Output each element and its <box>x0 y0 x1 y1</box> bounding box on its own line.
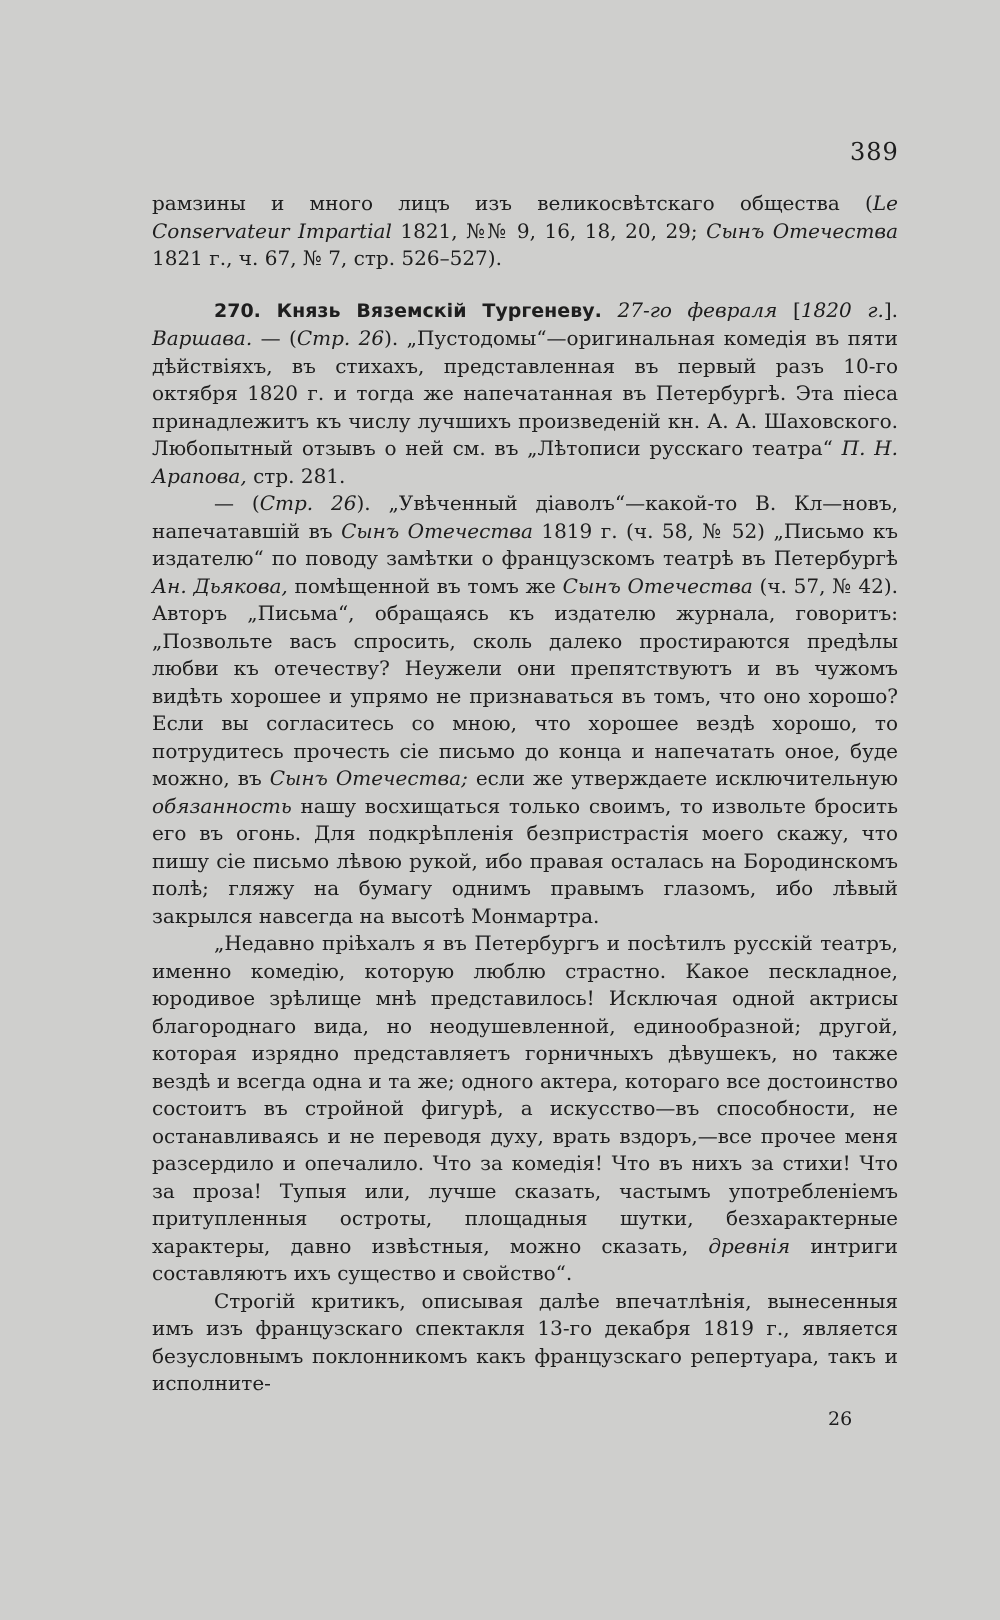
paragraph-4 <box>152 930 898 1288</box>
text-run: 1821, №№ 9, 16, 18, 20, 29; <box>391 218 707 243</box>
text-run: интриги составляютъ ихъ существо и свойство“. <box>152 1233 899 1285</box>
signature-mark: 26 <box>828 1408 853 1430</box>
text-run: ]. <box>883 297 899 322</box>
text-run: 1819 г. (ч. 58, № 52) „Письмо къ издателю“ по поводу замѣтки о французскомъ театрѣ въ Петербургѣ <box>152 518 898 570</box>
italic-word: древнія <box>708 1233 791 1258</box>
italic-title: Le Conservateur Impartial <box>152 191 898 243</box>
text-run: „Недавно пріѣхалъ я въ Петербургъ и посѣтилъ русскій театръ, именно комедію, которую люблю страстно. Какое пескладное, юродивое зрѣлище мнѣ представилось! Исключая одной актрисы благороднаго вида, но неодушевленной, единообразной; другой, которая изрядно представляетъ горничныхъ дѣвушекъ, но также вездѣ и всегда одна и та же; одного актера, котораго все достоинство состоитъ въ стройной фигурѣ, а искусство—въ способности, не останавливаясь и не переводя духу, врать вздоръ,—все прочее меня разсердило и опечалило. Что за комедія! Что въ нихъ за стихи! Что за проза! Тупыя или, лучше сказать, частымъ употребленіемъ притупленныя остроты, площадныя шутки, безхарактерные характеры, давно извѣстныя, можно сказать, <box>152 931 898 1258</box>
spacer <box>152 273 898 297</box>
letter-date: 27-го февраля <box>617 297 778 322</box>
letter-title: Князь Вяземскій Тургеневу. <box>276 299 602 322</box>
text-run: (ч. 57, № 42). Авторъ „Письма“, обращаясь къ издателю журнала, говоритъ: „Позвольте васъ спросить, сколь далеко простираются предѣлы любви къ отечеству? Неужели они препятствуютъ и въ чужомъ видѣть хорошее и упрямо не признаваться въ томъ, что оно хорошо? Если вы согласитесь со мною, что хорошее вездѣ хорошо, то потрудитесь прочесть сіе письмо до конца и напечатать оное, буде можно, въ <box>152 573 898 790</box>
letter-place: Варшава. <box>152 326 253 350</box>
text-run: — ( <box>260 326 297 350</box>
author-ref: Ан. Дьякова, <box>152 573 288 598</box>
main-text <box>152 190 898 1398</box>
italic-title: Сынъ Отечества <box>706 218 898 243</box>
page-number: 389 <box>850 138 899 166</box>
author-ref: П. Н. Арапова, <box>152 436 898 488</box>
text-run: ). „Пустодомы“—оригинальная комедія въ пяти дѣйствіяхъ, въ стихахъ, представленная въ первый разъ 10-го октября 1820 г. и тогда же напечатанная въ Петербургѣ. Эта піеса принадлежитъ къ числу лучшихъ произведеній кн. А. А. Шаховского. Любопытный отзывъ о ней см. въ „Лѣтописи русскаго театра“ <box>152 326 899 460</box>
paragraph-2 <box>152 326 898 488</box>
text-run: [ <box>777 297 801 322</box>
text-run: рамзины и много лицъ изъ великосвѣтскаго общества ( <box>152 191 873 215</box>
text-run: если же утверждаете исключительную <box>467 766 898 790</box>
paragraph-5 <box>152 1288 898 1398</box>
text-run: Строгій критикъ, описывая далѣе впечатлѣнія, вынесенныя имъ изъ французскаго спектакля 13-го декабря 1819 г., является безусловнымъ поклонникомъ какъ французскаго репертуара, такъ и исполните- <box>152 1288 898 1395</box>
text-run: — ( <box>214 491 260 515</box>
italic-title: Сынъ Отечества <box>341 518 533 543</box>
letter-number: 270. <box>214 299 261 322</box>
letter-year: 1820 г. <box>800 297 884 322</box>
page-ref: Стр. 26 <box>259 491 357 515</box>
text-run: помѣщенной въ томъ же <box>287 573 563 598</box>
page-ref: Стр. 26 <box>296 326 385 350</box>
italic-title: Сынъ Отечества; <box>269 766 468 790</box>
paragraph-1 <box>152 190 898 273</box>
text-run: стр. 281. <box>246 463 346 488</box>
text-run: 1821 г., ч. 67, № 7, стр. 526–527). <box>152 246 502 270</box>
paragraph-3 <box>152 490 898 930</box>
italic-title: Сынъ Отечества <box>562 573 753 598</box>
text-run: нашу восхищаться только своимъ, то извольте бросить его въ огонь. Для подкрѣпленія безпристрастія моего скажу, что пишу сіе письмо лѣвою рукой, ибо правая осталась на Бородинскомъ полѣ; гляжу на бумагу однимъ правымъ глазомъ, ибо лѣвый закрылся навсегда на высотѣ Монмартра. <box>152 793 898 928</box>
italic-word: обязанность <box>152 793 292 818</box>
text-run: ). „Увѣченный діаволъ“—какой-то В. Кл—новъ, напечатавшій въ <box>152 491 899 543</box>
letter-heading <box>152 297 898 491</box>
